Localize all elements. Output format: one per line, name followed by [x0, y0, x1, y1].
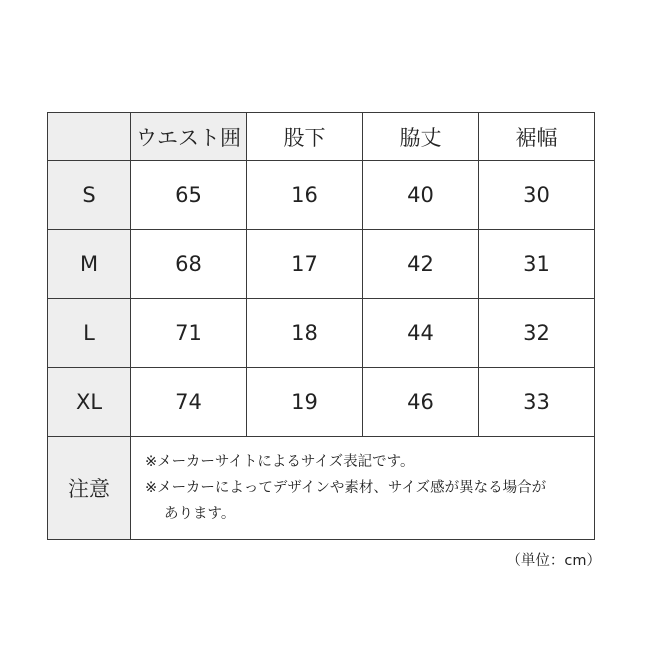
header-inseam: 股下: [247, 113, 363, 161]
inseam-value: 16: [247, 161, 363, 230]
header-side-length: 脇丈: [363, 113, 479, 161]
waist-value: 71: [131, 299, 247, 368]
size-chart-table: [47, 112, 595, 540]
inseam-value: 18: [247, 299, 363, 368]
header-row: [48, 113, 595, 161]
side-length-value: 46: [363, 368, 479, 437]
hem-width-value: 30: [479, 161, 595, 230]
table-row: [48, 368, 595, 437]
waist-value: 74: [131, 368, 247, 437]
size-label: XL: [48, 368, 131, 437]
side-length-value: 40: [363, 161, 479, 230]
table-row: [48, 161, 595, 230]
inseam-value: 19: [247, 368, 363, 437]
hem-width-value: 32: [479, 299, 595, 368]
inseam-value: 17: [247, 230, 363, 299]
waist-value: 68: [131, 230, 247, 299]
waist-value: 65: [131, 161, 247, 230]
notes-row: [48, 437, 595, 540]
table-row: [48, 230, 595, 299]
note-line: あります。: [164, 506, 236, 522]
note-line: ※メーカーサイトによるサイズ表記です。: [145, 454, 415, 470]
table-row: [48, 299, 595, 368]
hem-width-value: 33: [479, 368, 595, 437]
header-corner-cell: [48, 113, 131, 161]
side-length-value: 44: [363, 299, 479, 368]
side-length-value: 42: [363, 230, 479, 299]
hem-width-value: 31: [479, 230, 595, 299]
notes-content: [131, 437, 595, 540]
notes-label: 注意: [48, 437, 131, 540]
header-hem-width: 裾幅: [479, 113, 595, 161]
note-line: ※メーカーによってデザインや素材、サイズ感が異なる場合が: [145, 480, 547, 496]
header-waist: ウエスト囲: [131, 113, 247, 161]
size-label: L: [48, 299, 131, 368]
size-label: M: [48, 230, 131, 299]
unit-label: （単位：cm）: [506, 553, 601, 569]
size-label: S: [48, 161, 131, 230]
